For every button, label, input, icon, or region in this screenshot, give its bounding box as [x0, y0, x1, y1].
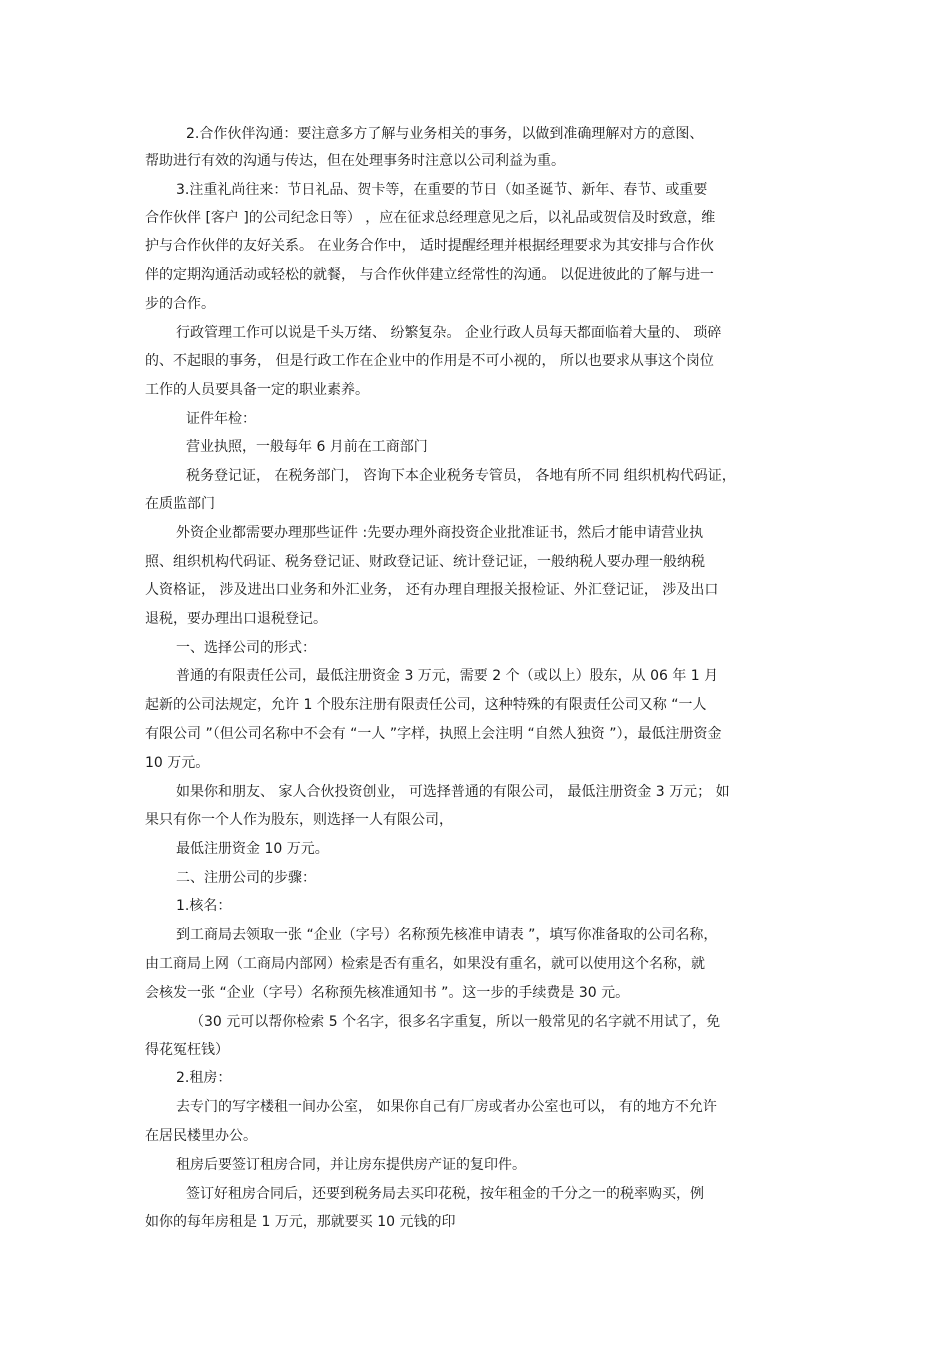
text-line: 10 万元。	[145, 755, 210, 771]
text-line: 1.核名：	[176, 898, 232, 914]
text-line: 3.注重礼尚往来：节日礼品、贺卡等，在重要的节日（如圣诞节、新年、春节、或重要	[176, 182, 708, 198]
text-line: 去专门的写字楼租一间办公室， 如果你自己有厂房或者办公室也可以， 有的地方不允许	[176, 1099, 717, 1115]
text-line: 在居民楼里办公。	[145, 1128, 257, 1144]
text-line: 起新的公司法规定，允许 1 个股东注册有限责任公司，这种特殊的有限责任公司又称 “一人	[145, 697, 707, 713]
text-line: 营业执照，一般每年 6 月前在工商部门	[186, 439, 428, 455]
text-line: 有限公司 ”（但公司名称中不会有 “一人 ”字样，执照上会注明 “自然人独资 ”），最低注册资金	[145, 726, 722, 742]
text-line: 护与合作伙伴的友好关系。 在业务合作中， 适时提醒经理并根据经理要求为其安排与合作伙	[145, 238, 714, 254]
text-line: 得花冤枉钱）	[145, 1042, 229, 1058]
text-line: 最低注册资金 10 万元。	[176, 841, 329, 857]
text-line: 外资企业都需要办理那些证件 :先要办理外商投资企业批准证书，然后才能申请营业执	[176, 525, 704, 541]
text-line: 行政管理工作可以说是千头万绪、 纷繁复杂。 企业行政人员每天都面临着大量的、 琐碎	[176, 325, 722, 341]
text-line: 步的合作。	[145, 296, 215, 312]
text-line: 一、选择公司的形式：	[176, 640, 316, 656]
text-line: 工作的人员要具备一定的职业素养。	[145, 382, 369, 398]
text-line: 的、不起眼的事务， 但是行政工作在企业中的作用是不可小视的， 所以也要求从事这个岗位	[145, 353, 714, 369]
text-line: 人资格证， 涉及进出口业务和外汇业务， 还有办理自理报关报检证、外汇登记证， 涉及出口	[145, 582, 719, 598]
text-line: 由工商局上网（工商局内部网）检索是否有重名，如果没有重名，就可以使用这个名称，就	[145, 956, 705, 972]
text-line: 会核发一张 “企业（字号）名称预先核准通知书 ”。这一步的手续费是 30 元。	[145, 985, 630, 1001]
text-line: 照、组织机构代码证、税务登记证、财政登记证、统计登记证，一般纳税人要办理一般纳税	[145, 554, 705, 570]
text-line: 税务登记证， 在税务部门， 咨询下本企业税务专管员， 各地有所不同 组织机构代码证，	[186, 468, 736, 484]
text-line: 如果你和朋友、 家人合伙投资创业， 可选择普通的有限公司， 最低注册资金 3 万元； 如	[176, 784, 730, 800]
text-line: 退税，要办理出口退税登记。	[145, 611, 327, 627]
text-line: 伴的定期沟通活动或轻松的就餐， 与合作伙伴建立经常性的沟通。 以促进彼此的了解与进一	[145, 267, 714, 283]
text-line: 到工商局去领取一张 “企业（字号）名称预先核准申请表 ”，填写你准备取的公司名称，	[176, 927, 718, 943]
text-line: 帮助进行有效的沟通与传达，但在处理事务时注意以公司利益为重。	[145, 153, 565, 169]
text-line: 果只有你一个人作为股东，则选择一人有限公司，	[145, 812, 453, 828]
text-line: 证件年检：	[186, 411, 256, 427]
text-line: 普通的有限责任公司，最低注册资金 3 万元，需要 2 个（或以上）股东，从 06 年 1 月	[176, 668, 719, 684]
text-line: 签订好租房合同后，还要到税务局去买印花税，按年租金的千分之一的税率购买，例	[186, 1186, 704, 1202]
text-line: 在质监部门	[145, 496, 215, 512]
text-line: 合作伙伴 [客户 ]的公司纪念日等） ，应在征求总经理意见之后，以礼品或贺信及时致意，维	[145, 210, 716, 226]
text-line: （30 元可以帮你检索 5 个名字，很多名字重复，所以一般常见的名字就不用试了，免	[190, 1014, 721, 1030]
text-line: 2.合作伙伴沟通：要注意多方了解与业务相关的事务，以做到准确理解对方的意图、	[186, 126, 704, 142]
text-line: 如你的每年房租是 1 万元，那就要买 10 元钱的印	[145, 1214, 456, 1230]
text-line: 二、注册公司的步骤：	[176, 870, 316, 886]
text-line: 租房后要签订租房合同，并让房东提供房产证的复印件。	[176, 1157, 526, 1173]
text-line: 2.租房：	[176, 1070, 232, 1086]
